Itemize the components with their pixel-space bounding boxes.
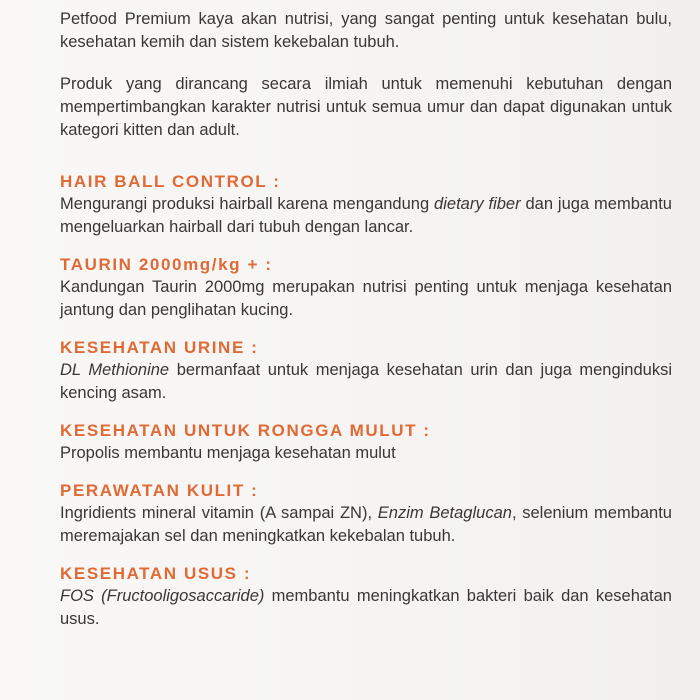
section-text: , selenium membantu meremajakan sel dan meningkatkan kekebalan tubuh.	[60, 504, 672, 545]
section-body	[60, 502, 672, 548]
section-heading: HAIR BALL CONTROL :	[60, 172, 281, 191]
section-italic-term: Enzim Betaglucan	[377, 504, 512, 522]
section-text: bermanfaat untuk menjaga kesehatan urin dan juga menginduksi kencing asam.	[60, 361, 672, 402]
section-italic-term: DL Methionine	[60, 361, 170, 379]
section-heading: KESEHATAN UNTUK RONGGA MULUT :	[60, 421, 431, 440]
section-rongga-mulut	[60, 420, 672, 465]
section-kesehatan-usus	[60, 563, 672, 631]
section-hairball-control	[60, 171, 672, 239]
section-taurin	[60, 254, 672, 322]
section-text: membantu meningkatkan bakteri baik dan kesehatan usus.	[60, 587, 672, 628]
section-text: Ingridients mineral vitamin (A sampai ZN),	[60, 504, 378, 522]
intro-paragraph-1: Petfood Premium kaya akan nutrisi, yang sangat penting untuk kesehatan bulu, kesehatan kemih dan sistem kekebalan tubuh.	[60, 10, 672, 51]
section-perawatan-kulit	[60, 480, 672, 548]
section-heading: KESEHATAN USUS :	[60, 564, 252, 583]
section-body	[60, 359, 672, 405]
section-body	[60, 585, 672, 631]
section-italic-term: dietary fiber	[434, 195, 521, 213]
section-heading: PERAWATAN KULIT :	[60, 481, 259, 500]
section-body: Kandungan Taurin 2000mg merupakan nutrisi penting untuk menjaga kesehatan jantung dan penglihatan kucing.	[60, 278, 672, 319]
section-kesehatan-urine	[60, 337, 672, 405]
intro-paragraph-2: Produk yang dirancang secara ilmiah untuk memenuhi kebutuhan dengan mempertimbangkan karakter nutrisi untuk semua umur dan dapat digunakan untuk kategori kitten dan adult.	[60, 75, 672, 139]
section-body	[60, 193, 672, 239]
section-heading: KESEHATAN URINE :	[60, 338, 259, 357]
section-body: Propolis membantu menjaga kesehatan mulut	[60, 444, 396, 462]
section-text: dan juga membantu mengeluarkan hairball dari tubuh dengan lancar.	[60, 195, 672, 236]
section-italic-term: FOS (Fructooligosaccaride)	[60, 587, 265, 605]
section-heading: TAURIN 2000mg/kg + :	[60, 255, 273, 274]
section-text: Mengurangi produksi hairball karena mengandung	[60, 195, 435, 213]
